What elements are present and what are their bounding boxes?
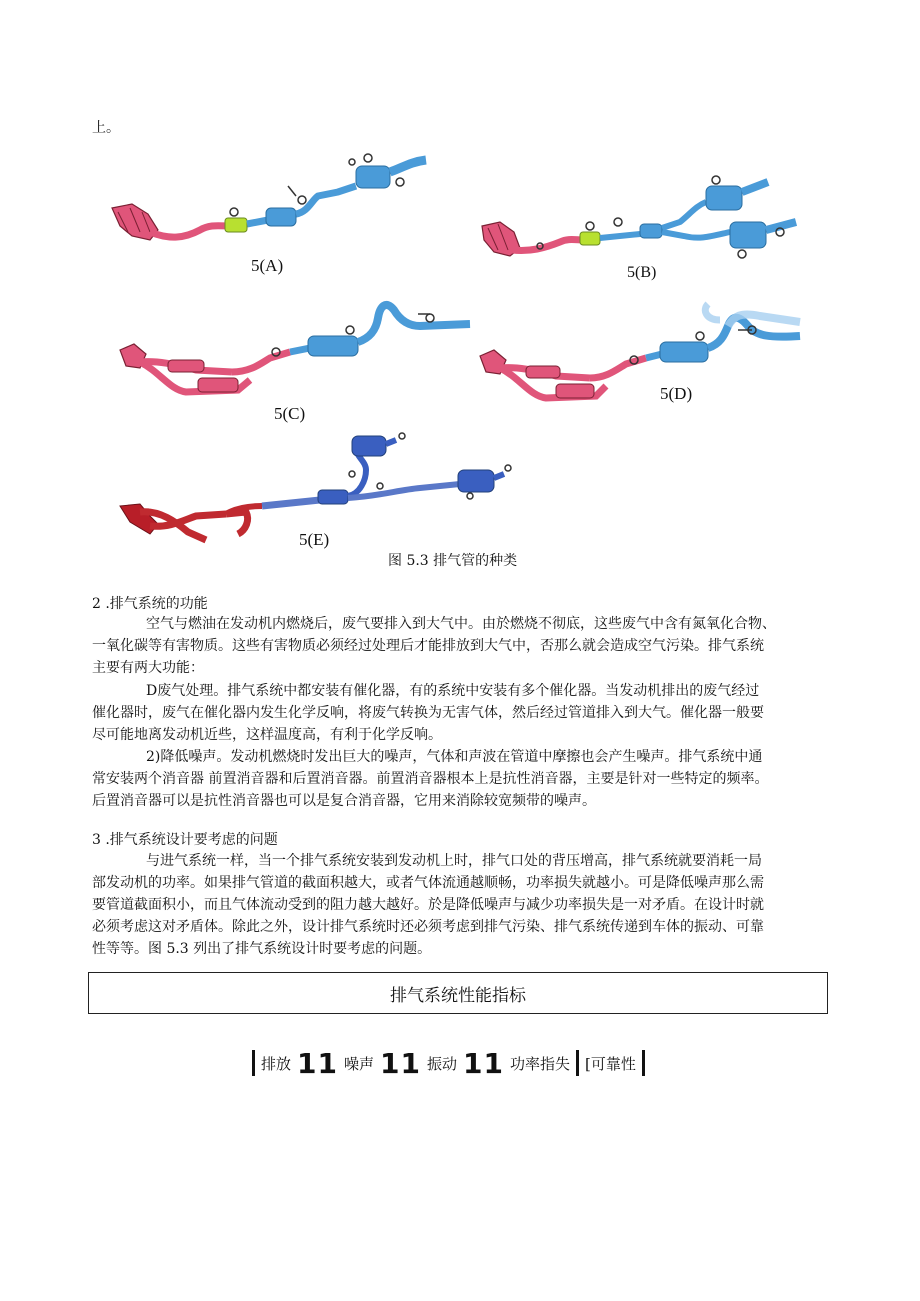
figure-label-e: 5(E) (299, 530, 330, 549)
performance-metrics-row (246, 1046, 651, 1080)
exhaust-figure (0, 0, 920, 560)
section-2-p2-line1: D废气处理。排气系统中都安装有催化器，有的系统中安装有多个催化器。当发动机排出的废气经过 (146, 683, 760, 699)
section-2-p1-line1: 空气与燃油在发动机内燃烧后，废气要排入到大气中。由於燃烧不彻底，这些废气中含有氮氧化合物、 (146, 616, 776, 632)
metric-separator: 11 (297, 1046, 338, 1080)
section-2-p3-line2: 常安装两个消音器 前置消音器和后置消音器。前置消音器根本上是抗性消音器，主要是针对一些特定的频率。 (92, 771, 769, 787)
section-2-p1-line2: 一氧化碳等有害物质。这些有害物质必须经过处理后才能排放到大气中，否那么就会造成空气污染。排气系统 (92, 638, 764, 654)
metric-separator: 11 (462, 1046, 504, 1080)
section-2-p3-line3: 后置消音器可以是抗性消音器也可以是复合消音器，它用来消除较宽频带的噪声。 (92, 793, 596, 809)
section-2-heading: 2 .排气系统的功能 (92, 596, 208, 612)
exhaust-diagram-e (0, 0, 920, 560)
performance-box (88, 972, 828, 1014)
section-3-p1-line2: 部发动机的功率。如果排气管道的截面积越大，或者气体流通越顺畅，功率损失就越小。可是降低噪声那么需 (92, 875, 764, 891)
figure-label-d: 5(D) (660, 384, 693, 403)
section-3-p1-line4: 必须考虑这对矛盾体。除此之外，设计排气系统时还必须考虑到排气污染、排气系统传递到车体的振动、可靠 (92, 919, 764, 935)
section-3-p1-line5: 性等等。图 5.3 列出了排气系统设计时要考虑的问题。 (92, 941, 432, 957)
left-bar (252, 1050, 255, 1076)
section-3-p1-line1: 与进气系统一样，当一个排气系统安装到发动机上时，排气口处的背压增高，排气系统就要消耗一局 (146, 853, 762, 869)
metric-noise: 噪声 (343, 1054, 374, 1073)
section-2-p1-line3: 主要有两大功能： (92, 660, 204, 676)
continued-text: 上。 (92, 120, 120, 136)
section-2-p2-line3: 尽可能地离发动机近些，这样温度高，有利于化学反响。 (92, 727, 442, 743)
metric-vibration: 振动 (426, 1054, 457, 1073)
section-3-heading: 3 .排气系统设计要考虑的问题 (92, 832, 278, 848)
performance-box-title: 排气系统性能指标 (390, 985, 526, 1006)
metric-separator: 11 (380, 1046, 421, 1080)
figure-label-c: 5(C) (274, 404, 306, 423)
section-2-p3-line1: 2)降低噪声。发动机燃烧时发出巨大的噪声，气体和声波在管道中摩擦也会产生噪声。排气系统中通 (146, 749, 763, 765)
figure-label-b: 5(B) (627, 264, 657, 281)
right-bar (642, 1050, 645, 1076)
metric-power-loss: 功率指失 (509, 1054, 570, 1073)
figure-label-a: 5(A) (251, 256, 284, 275)
metric-emission: 排放 (261, 1054, 292, 1073)
figure-caption: 图 5.3 排气管的种类 (388, 553, 518, 569)
section-3-p1-line3: 要管道截面积小，而且气体流动受到的阻力越大越好。於是降低噪声与减少功率损失是一对矛盾。在设计时就 (92, 897, 764, 913)
metric-reliability: [可靠性 (584, 1054, 636, 1073)
middle-bar (576, 1050, 579, 1076)
section-2-p2-line2: 催化器时，废气在催化器内发生化学反响，将废气转换为无害气体，然后经过管道排入到大气。催化器一般要 (92, 705, 764, 721)
